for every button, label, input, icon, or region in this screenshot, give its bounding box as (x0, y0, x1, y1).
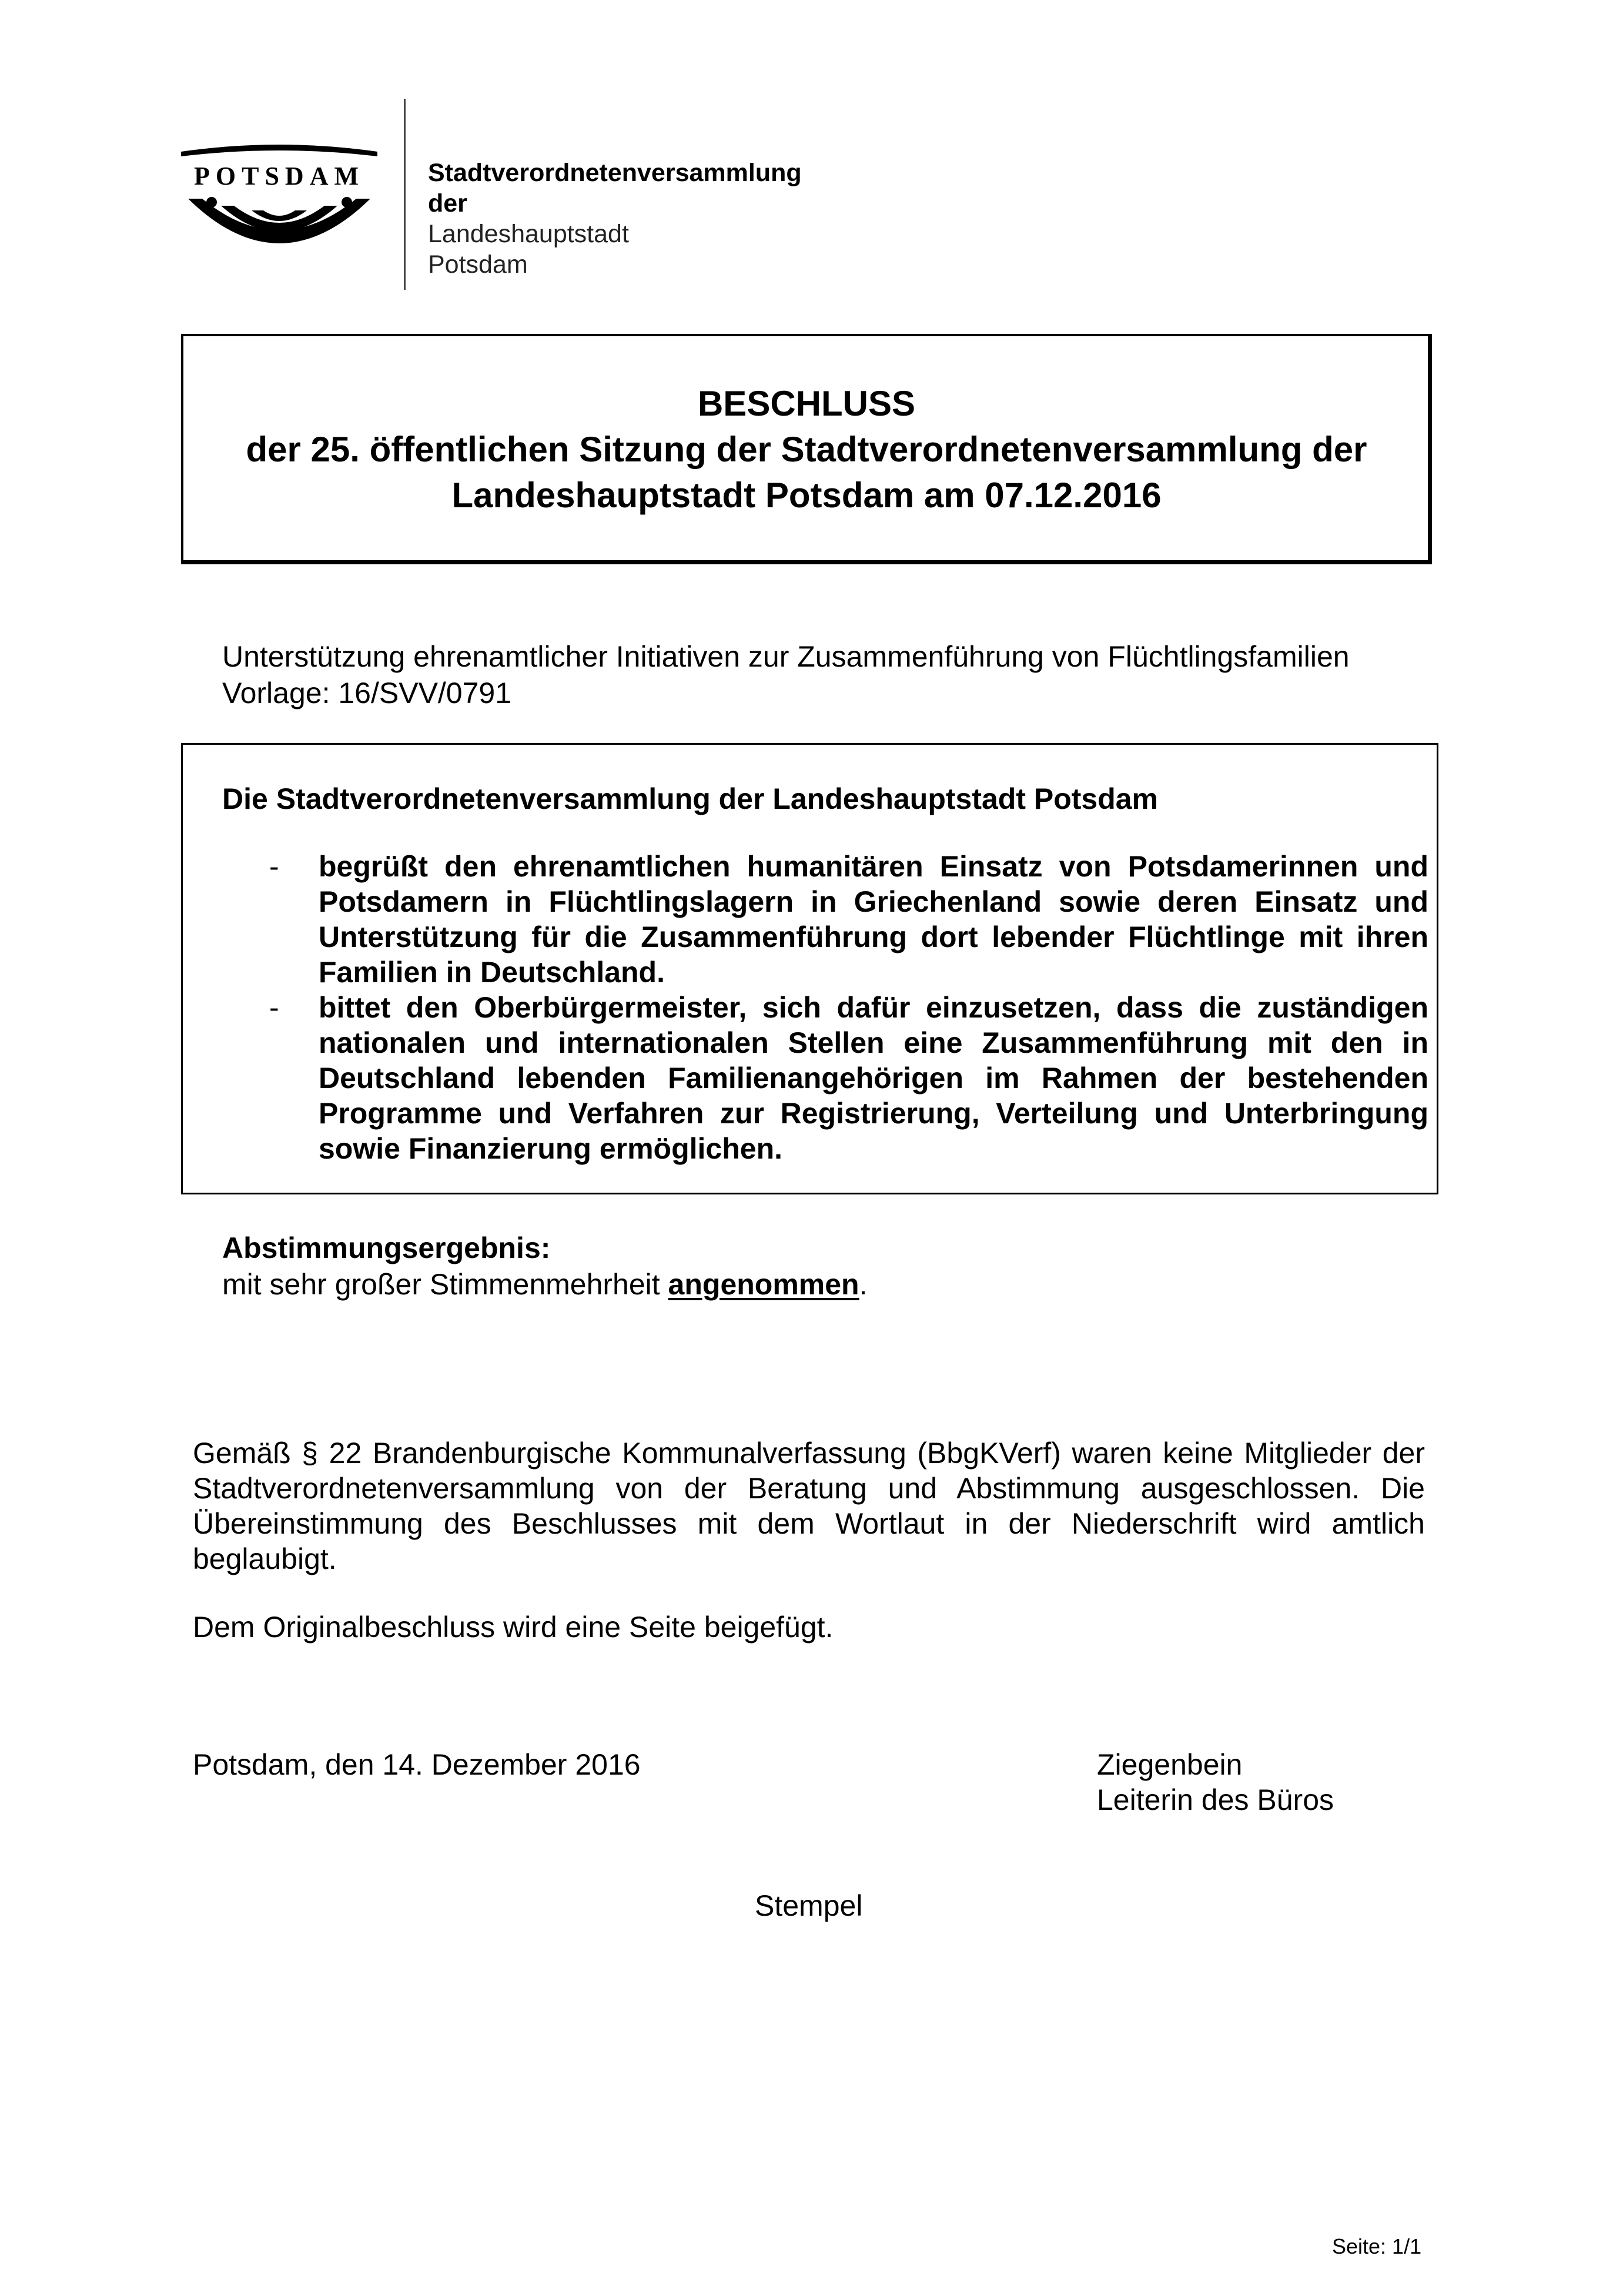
subject-reference: Vorlage: 16/SVV/0791 (222, 677, 512, 709)
list-item-text: bittet den Oberbürgermeister, sich dafür einzusetzen, dass die zuständigen nationalen und internationalen Stellen eine Zusammenführung mit den in Deutschland lebenden Familienangehörigen im Rahmen der bestehenden Programme und Verfahren zur Registrierung, Verteilung und Unterbringung sowie Finanzierung ermöglichen. (319, 991, 1428, 1165)
potsdam-logo (176, 141, 382, 259)
org-line-2: der (428, 189, 467, 217)
place-date: Potsdam, den 14. Dezember 2016 (193, 1748, 641, 1781)
page-number: Seite: 1/1 (1332, 2234, 1422, 2258)
list-item (222, 990, 1428, 1166)
organisation-name (428, 158, 802, 280)
title-line-1: BESCHLUSS (697, 384, 916, 423)
list-item (222, 849, 1428, 990)
logo-text: POTSDAM (194, 162, 364, 190)
title-line-2: der 25. öffentlichen Sitzung der Stadtverordnetenversammlung der (246, 430, 1367, 469)
bullet-marker: - (269, 850, 279, 883)
vote-prefix: mit sehr großer Stimmenmehrheit (222, 1268, 668, 1301)
title-line-3: Landeshauptstadt Potsdam am 07.12.2016 (451, 476, 1162, 515)
org-line-4: Potsdam (428, 250, 528, 279)
vote-suffix: . (859, 1268, 868, 1301)
list-item-text: begrüßt den ehrenamtlichen humanitären Einsatz von Potsdamerinnen und Potsdamern in Flüchtlingslagern in Griechenland sowie deren Einsatz und Unterstützung für die Zusammenführung dort lebender Flüchtlinge mit ihren Familien in Deutschland. (319, 850, 1428, 989)
document-title (181, 381, 1432, 518)
subject (222, 638, 1350, 711)
signer-name: Ziegenbein (1097, 1748, 1243, 1781)
legal-notice: Gemäß § 22 Brandenburgische Kommunalverfassung (BbgKVerf) waren keine Mitglieder der Stadtverordnetenversammlung von der Beratung und Abstimmung ausgeschlossen. Die Übereinstimmung des Beschlusses mit dem Wortlaut in der Niederschrift wird amtlich beglaubigt. (193, 1437, 1425, 1575)
org-line-1: Stadtverordnetenversammlung (428, 159, 802, 187)
subject-text: Unterstützung ehrenamtlicher Initiativen zur Zusammenführung von Flüchtlingsfamilien (222, 640, 1350, 673)
signer-role: Leiterin des Büros (1097, 1783, 1334, 1816)
org-line-3: Landeshauptstadt (428, 220, 629, 248)
bullet-marker: - (269, 991, 279, 1024)
stamp-label: Stempel (755, 1889, 863, 1922)
resolution-heading: Die Stadtverordnetenversammlung der Landeshauptstadt Potsdam (222, 782, 1159, 815)
annex-note: Dem Originalbeschluss wird eine Seite beigefügt. (193, 1611, 834, 1644)
letterhead-divider (404, 99, 406, 290)
vote-outcome: angenommen (668, 1268, 859, 1301)
vote-label: Abstimmungsergebnis: (222, 1231, 551, 1264)
signature-block (1097, 1747, 1334, 1818)
vote-result (222, 1230, 868, 1303)
resolution-list (222, 849, 1428, 1166)
